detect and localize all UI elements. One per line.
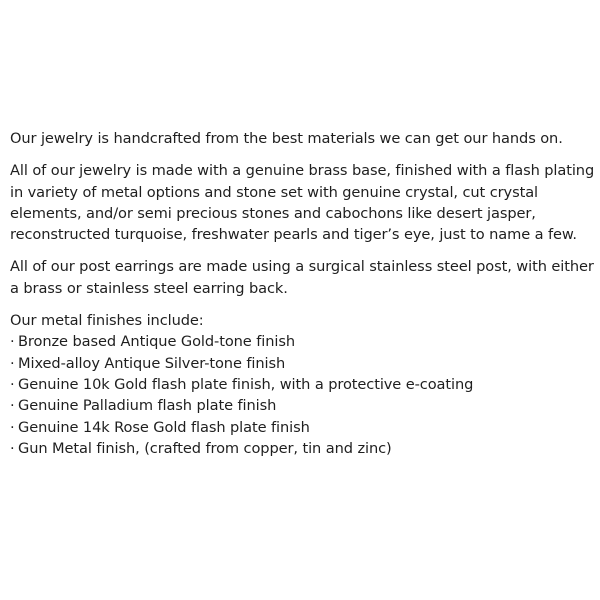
list-item bbox=[10, 395, 596, 416]
materials-paragraph: All of our jewelry is made with a genuine brass base, finished with a flash plating in variety of metal options and stone set with genuine crystal, cut crystal elements, and/or semi precious stones and cabochons like desert jasper, reconstructed turquoise, freshwater pearls and tiger’s eye, just to name a few. bbox=[10, 162, 595, 244]
bullet-icon: · bbox=[10, 418, 15, 436]
intro-paragraph: Our jewelry is handcrafted from the best materials we can get our hands on. bbox=[10, 130, 563, 147]
list-item bbox=[10, 438, 596, 459]
list-item bbox=[10, 417, 596, 438]
finish-label: Genuine 10k Gold flash plate finish, with a protective e-coating bbox=[18, 375, 474, 393]
product-description bbox=[10, 128, 596, 459]
finish-label: Genuine Palladium flash plate finish bbox=[18, 397, 277, 415]
bullet-icon: · bbox=[10, 397, 15, 415]
finishes-list bbox=[10, 331, 596, 459]
list-item bbox=[10, 331, 596, 352]
list-item bbox=[10, 353, 596, 374]
bullet-icon: · bbox=[10, 439, 15, 457]
finish-label: Genuine 14k Rose Gold flash plate finish bbox=[18, 418, 310, 436]
finish-label: Gun Metal finish, (crafted from copper, tin and zinc) bbox=[18, 439, 392, 457]
bullet-icon: · bbox=[10, 375, 15, 393]
finish-label: Mixed-alloy Antique Silver-tone finish bbox=[18, 354, 286, 372]
earrings-paragraph: All of our post earrings are made using a surgical stainless steel post, with either a brass or stainless steel earring back. bbox=[10, 258, 594, 297]
bullet-icon: · bbox=[10, 354, 15, 372]
list-item bbox=[10, 374, 596, 395]
finish-label: Bronze based Antique Gold-tone finish bbox=[18, 333, 295, 351]
finishes-heading: Our metal finishes include: bbox=[10, 312, 204, 330]
bullet-icon: · bbox=[10, 333, 15, 351]
